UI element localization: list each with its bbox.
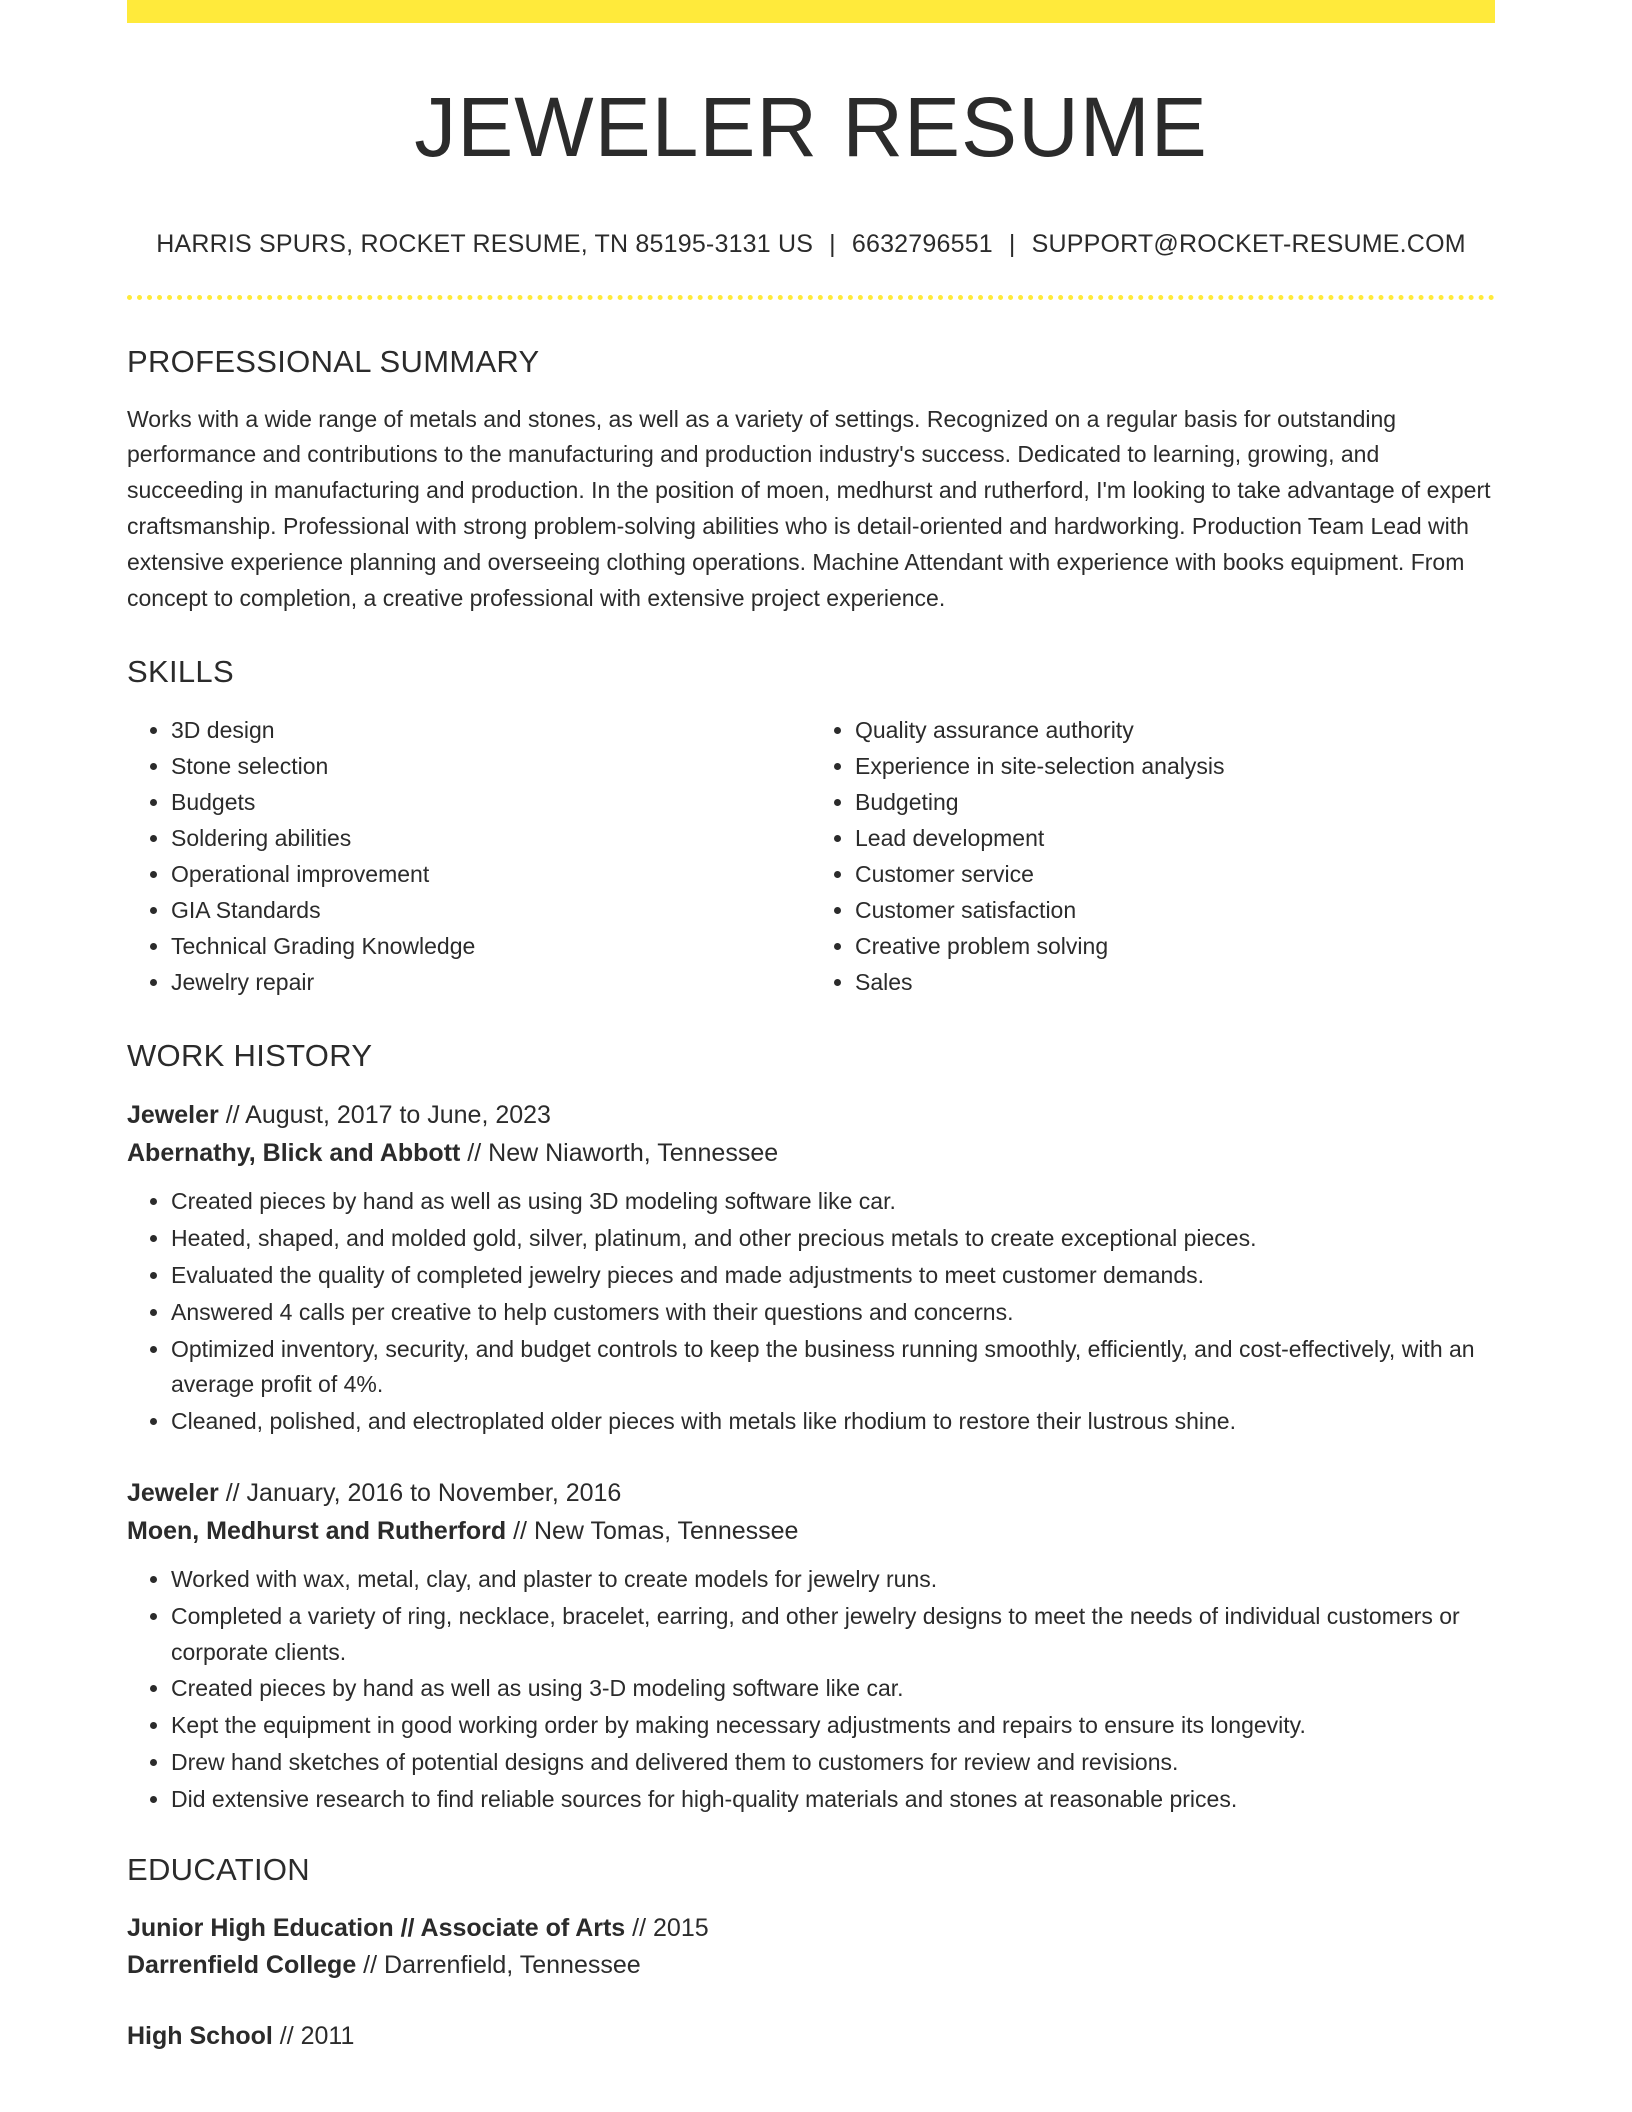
job-title-line — [127, 1474, 1495, 1512]
skill-item: • Budgets — [171, 784, 811, 820]
skills-columns — [127, 712, 1495, 1000]
job-company-line — [127, 1134, 1495, 1172]
skill-item: • Experience in site-selection analysis — [855, 748, 1495, 784]
skills-heading: SKILLS — [127, 654, 234, 690]
job-title: Jeweler — [127, 1101, 219, 1130]
job-bullet: • Answered 4 calls per creative to help customers with their questions and concerns. — [171, 1295, 1495, 1331]
skill-item: • Technical Grading Knowledge — [171, 928, 811, 964]
education-entry — [127, 1910, 1495, 1984]
skill-item: • Stone selection — [171, 748, 811, 784]
job-separator: // — [218, 1101, 246, 1130]
job-company: Moen, Medhurst and Rutherford — [127, 1517, 507, 1546]
job-separator: // — [460, 1139, 489, 1168]
job-bullet: • Created pieces by hand as well as using 3D modeling software like car. — [171, 1184, 1495, 1220]
education-degree: Junior High Education // Associate of Arts — [127, 1913, 626, 1942]
skills-left-list — [127, 712, 811, 1000]
contact-line — [127, 230, 1495, 259]
job-bullet: • Drew hand sketches of potential designs and delivered them to customers for review and revisions. — [171, 1745, 1495, 1781]
job-title: Jeweler — [127, 1479, 219, 1508]
contact-phone: 6632796551 — [851, 229, 993, 258]
skill-item: • 3D design — [171, 712, 811, 748]
summary-text: Works with a wide range of metals and stones, as well as a variety of settings. Recognized on a regular basis for outstanding performance and contributions to the manufacturing and production industry's success. Dedicated to learning, growing, and succeeding in manufacturing and production. In the position of moen, medhurst and rutherford, I'm looking to take advantage of expert craftsmanship. Professional with strong problem-solving abilities who is detail-oriented and hardworking. Production Team Lead with extensive experience planning and overseeing clothing operations. Machine Attendant with experience with books equipment. From concept to completion, a creative professional with extensive project experience. — [127, 405, 1491, 611]
education-entry — [127, 2018, 1495, 2055]
job-bullet: • Kept the equipment in good working order by making necessary adjustments and repairs to ensure its longevity. — [171, 1708, 1495, 1744]
job-entry — [127, 1096, 1495, 1440]
job-entry — [127, 1474, 1495, 1818]
skill-item: • Jewelry repair — [171, 964, 811, 1000]
skill-item: • Budgeting — [855, 784, 1495, 820]
education-location: Darrenfield, Tennessee — [384, 1950, 641, 1979]
skills-right-list — [811, 712, 1495, 1000]
job-dates: January, 2016 to November, 2016 — [246, 1479, 622, 1508]
job-bullet: • Did extensive research to find reliable sources for high-quality materials and stones at reasonable prices. — [171, 1782, 1495, 1818]
job-company: Abernathy, Blick and Abbott — [127, 1139, 461, 1168]
contact-address: HARRIS SPURS, ROCKET RESUME, TN 85195-3131 US — [156, 229, 814, 258]
skill-item: • GIA Standards — [171, 892, 811, 928]
resume-page — [127, 0, 1495, 2055]
job-separator: // — [218, 1479, 247, 1508]
job-bullet: • Completed a variety of ring, necklace, bracelet, earring, and other jewelry designs to meet the needs of individual customers or corporate clients. — [171, 1599, 1495, 1671]
job-company-line — [127, 1512, 1495, 1550]
job-separator: // — [506, 1517, 534, 1546]
education-degree-line — [127, 2018, 1495, 2055]
job-location: New Tomas, Tennessee — [533, 1517, 799, 1546]
skill-item: • Customer satisfaction — [855, 892, 1495, 928]
job-bullet: • Created pieces by hand as well as using 3-D modeling software like car. — [171, 1671, 1495, 1707]
education-heading: EDUCATION — [127, 1851, 310, 1887]
education-degree: High School — [127, 2021, 273, 2050]
education-separator: // — [625, 1913, 654, 1942]
job-bullet: • Heated, shaped, and molded gold, silver, platinum, and other precious metals to create exceptional pieces. — [171, 1221, 1495, 1257]
skill-item: • Soldering abilities — [171, 820, 811, 856]
job-bullet: • Optimized inventory, security, and budget controls to keep the business running smoothly, efficiently, and cost-effectively, with an average profit of 4%. — [171, 1332, 1495, 1404]
top-accent-bar — [127, 0, 1495, 23]
job-bullet: • Worked with wax, metal, clay, and plaster to create models for jewelry runs. — [171, 1562, 1495, 1598]
contact-separator: | — [829, 229, 836, 258]
skill-item: • Creative problem solving — [855, 928, 1495, 964]
work-history-heading: WORK HISTORY — [127, 1038, 373, 1074]
contact-separator: | — [1008, 229, 1016, 258]
education-year: 2015 — [653, 1913, 709, 1942]
job-location: New Niaworth, Tennessee — [488, 1139, 779, 1168]
skill-item: • Lead development — [855, 820, 1495, 856]
contact-email: SUPPORT@ROCKET-RESUME.COM — [1031, 229, 1466, 258]
education-separator: // — [356, 1950, 385, 1979]
education-school-line — [127, 1947, 1495, 1984]
resume-title: JEWELER RESUME — [414, 80, 1208, 174]
education-degree-line — [127, 1910, 1495, 1947]
education-separator: // — [272, 2021, 301, 2050]
summary-heading: PROFESSIONAL SUMMARY — [127, 343, 540, 379]
job-bullet: • Cleaned, polished, and electroplated older pieces with metals like rhodium to restore their lustrous shine. — [171, 1404, 1495, 1440]
job-bullets — [127, 1184, 1495, 1440]
skill-item: • Sales — [855, 964, 1495, 1000]
education-year: 2011 — [300, 2021, 355, 2050]
job-title-line — [127, 1096, 1495, 1134]
job-bullets — [127, 1562, 1495, 1818]
skill-item: • Customer service — [855, 856, 1495, 892]
dotted-divider — [127, 295, 1495, 300]
education-school: Darrenfield College — [127, 1950, 357, 1979]
skill-item: • Operational improvement — [171, 856, 811, 892]
skill-item: • Quality assurance authority — [855, 712, 1495, 748]
job-bullet: • Evaluated the quality of completed jewelry pieces and made adjustments to meet customer demands. — [171, 1258, 1495, 1294]
job-dates: August, 2017 to June, 2023 — [245, 1101, 551, 1130]
